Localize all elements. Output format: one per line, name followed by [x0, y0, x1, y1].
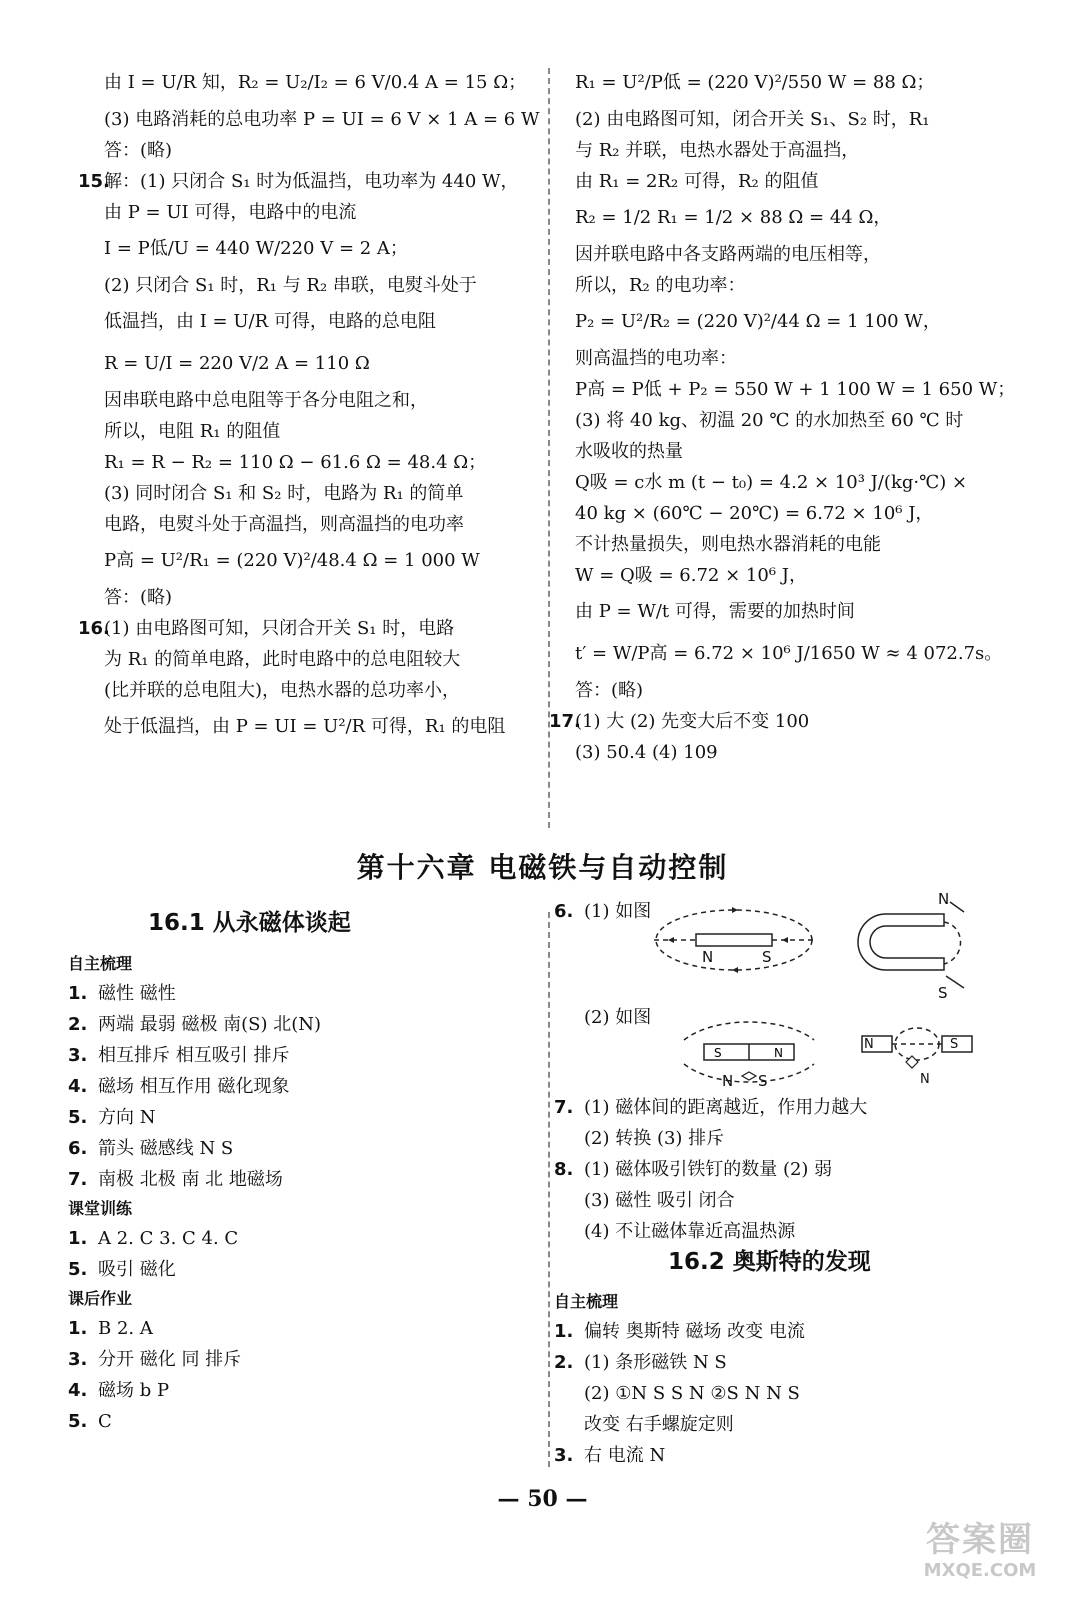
solution-line	[575, 239, 975, 270]
svg-text:S: S	[714, 1046, 722, 1060]
item-number: 5.	[68, 1259, 88, 1280]
solution-line	[575, 166, 975, 197]
solution-line	[575, 197, 975, 239]
item-answer: 改变 右手螺旋定则	[584, 1414, 734, 1435]
solution-text: 解：(1) 只闭合 S₁ 时为低温挡，电功率为 440 W，	[104, 171, 519, 192]
solution-text: (2) 只闭合 S₁ 时，R₁ 与 R₂ 串联，电熨斗处于	[104, 275, 477, 296]
item-answer: (2) ①N S S N ②S N N S	[584, 1383, 800, 1404]
solution-text: R = U/I = 220 V/2 A = 110 Ω	[104, 353, 370, 374]
item-number: 2.	[68, 1014, 88, 1035]
item-answer: (1) 条形磁铁 N S	[584, 1352, 727, 1373]
attract-n-label: N	[864, 1037, 874, 1052]
solution-line	[104, 104, 540, 135]
column-divider-lower	[548, 912, 550, 1467]
sec2-items	[554, 1316, 1034, 1471]
answer-item	[68, 1102, 528, 1133]
solution-line	[104, 706, 524, 748]
page-number: — 50 —	[497, 1486, 588, 1512]
question-number: 15.	[78, 171, 110, 192]
solution-line	[104, 644, 524, 675]
solution-text: 答：(略)	[104, 140, 173, 161]
sec2-subheading: 自主梳理	[554, 1292, 619, 1311]
solution-text: 40 kg × (60℃ − 20℃) = 6.72 × 10⁶ J，	[575, 503, 934, 524]
solution-text: 与 R₂ 并联，电热水器处于高温挡，	[575, 140, 860, 161]
right-column-solutions	[549, 62, 1016, 768]
solution-text: P₂ = U²/R₂ = (220 V)²/44 Ω = 1 100 W，	[575, 311, 941, 332]
bar-magnet-s-label: S	[762, 948, 772, 966]
question-number: 16.	[78, 618, 110, 639]
item-answer: 偏转 奥斯特 磁场 改变 电流	[584, 1321, 805, 1342]
item-answer: 相互排斥 相互吸引 排斥	[98, 1045, 290, 1066]
subsection-heading: 课堂训练	[68, 1199, 133, 1218]
section-16-1-answers	[68, 950, 528, 1437]
item-answer: 磁性 磁性	[98, 983, 176, 1004]
question-number: 6.	[554, 901, 574, 922]
svg-text:N: N	[774, 1046, 783, 1060]
solution-text: (1) 大 (2) 先变大后不变 100	[575, 711, 810, 732]
item-number: 2.	[554, 1352, 574, 1373]
item-number: 3.	[68, 1349, 88, 1370]
q6-part-1-label: (1) 如图	[584, 901, 652, 922]
solution-text: 因串联电路中总电阻等于各分电阻之和，	[104, 390, 428, 411]
solution-text: (2) 由电路图可知，闭合开关 S₁、S₂ 时，R₁	[575, 109, 930, 130]
solution-line	[104, 509, 524, 540]
solution-line	[549, 706, 975, 737]
item-answer: 箭头 磁感线 N S	[98, 1138, 234, 1159]
solution-line	[575, 374, 1016, 405]
item-answer: (1) 磁体间的距离越近，作用力越大	[584, 1097, 868, 1118]
item-answer: 方向 N	[98, 1107, 156, 1128]
solution-text: 所以，电阻 R₁ 的阻值	[104, 421, 281, 442]
item-number: 3.	[68, 1045, 88, 1066]
item-number: 4.	[68, 1076, 88, 1097]
solution-line	[575, 135, 975, 166]
solution-text: 由 R₁ = 2R₂ 可得，R₂ 的阻值	[575, 171, 819, 192]
item-number: 1.	[68, 1318, 88, 1339]
solution-text: R₁ = U²/P低 = (220 V)²/550 W = 88 Ω；	[575, 72, 935, 93]
watermark-cn: 答案圈	[926, 1520, 1034, 1560]
solution-line	[575, 737, 975, 768]
item-answer: (1) 磁体吸引铁钉的数量 (2) 弱	[584, 1159, 833, 1180]
answer-item	[68, 1406, 528, 1437]
item-number: 4.	[68, 1380, 88, 1401]
solution-line	[104, 270, 524, 301]
item-number: 6.	[68, 1138, 88, 1159]
solution-line	[104, 675, 524, 706]
solution-line	[575, 675, 975, 706]
answer-item	[554, 1185, 1034, 1216]
item-number: 7.	[554, 1097, 574, 1118]
solution-line	[104, 343, 524, 385]
item-answer: 吸引 磁化	[98, 1259, 176, 1280]
answer-item	[554, 1316, 1034, 1347]
answer-item	[554, 1440, 1034, 1471]
solution-line	[104, 416, 524, 447]
solution-line	[575, 467, 975, 498]
solution-text: 由 P = UI 可得，电路中的电流	[104, 202, 357, 223]
item-number: 5.	[68, 1107, 88, 1128]
item-answer: B 2. A	[98, 1318, 153, 1339]
solution-text: 电路，电熨斗处于高温挡，则高温挡的电功率	[104, 514, 464, 535]
two-magnets-s-label: S	[758, 1072, 768, 1090]
solution-text: (1) 由电路图可知，只闭合开关 S₁ 时，电路	[104, 618, 455, 639]
item-number: 1.	[554, 1321, 574, 1342]
item-answer: 磁场 相互作用 磁化现象	[98, 1076, 290, 1097]
item-answer: 分开 磁化 同 排斥	[98, 1349, 242, 1370]
solution-line	[575, 104, 975, 135]
answer-item	[554, 1154, 1034, 1185]
answer-item	[554, 1347, 1034, 1378]
question-number: 17.	[549, 711, 581, 732]
answer-item	[68, 1254, 528, 1285]
solution-text: 低温挡，由 I = U/R 可得，电路的总电阻	[104, 311, 436, 332]
item-answer: C	[98, 1411, 112, 1432]
solution-text: (3) 同时闭合 S₁ 和 S₂ 时，电路为 R₁ 的简单	[104, 483, 464, 504]
solution-text: 所以，R₂ 的电功率：	[575, 275, 746, 296]
solution-line	[104, 135, 524, 166]
solution-text: 不计热量损失，则电热水器消耗的电能	[575, 534, 881, 555]
answer-item	[68, 1344, 528, 1375]
subsection-heading: 课后作业	[68, 1289, 133, 1308]
solution-text: 水吸收的热量	[575, 441, 683, 462]
solution-text: 由 I = U/R 知，R₂ = U₂/I₂ = 6 V/0.4 A = 15 Ω；	[104, 72, 527, 93]
answer-item	[554, 1378, 1034, 1409]
solution-line	[78, 166, 524, 197]
answer-item	[554, 1123, 1034, 1154]
answer-item	[68, 1133, 528, 1164]
item-answer: 两端 最弱 磁极 南(S) 北(N)	[98, 1014, 322, 1035]
solution-line	[575, 591, 975, 633]
item-answer: (3) 磁性 吸引 闭合	[584, 1190, 735, 1211]
solution-line	[575, 498, 975, 529]
q7-q8-answers	[554, 1092, 1034, 1247]
u-magnet-n-label: N	[938, 890, 950, 908]
item-answer: 磁场 b P	[98, 1380, 170, 1401]
item-answer: 右 电流 N	[584, 1445, 666, 1466]
answer-item	[68, 1040, 528, 1071]
solution-text: 由 P = W/t 可得，需要的加热时间	[575, 601, 855, 622]
u-magnet-field-figure	[846, 896, 986, 996]
solution-text: P高 = P低 + P₂ = 550 W + 1 100 W = 1 650 W；	[575, 379, 1016, 400]
solution-text: 处于低温挡，由 P = UI = U²/R 可得，R₁ 的电阻	[104, 716, 506, 737]
answer-item	[68, 1009, 528, 1040]
solution-text: t′ = W/P高 = 6.72 × 10⁶ J/1650 W ≈ 4 072.7s。	[575, 643, 1003, 664]
solution-text: P高 = U²/R₁ = (220 V)²/48.4 Ω = 1 000 W	[104, 550, 480, 571]
solution-line	[104, 478, 524, 509]
solution-text: (3) 50.4 (4) 109	[575, 742, 718, 763]
subsection-heading: 自主梳理	[68, 954, 133, 973]
solution-line	[78, 613, 524, 644]
u-magnet-s-label: S	[938, 984, 948, 1002]
item-answer: 南极 北极 南 北 地磁场	[98, 1169, 283, 1190]
item-answer: A 2. C 3. C 4. C	[98, 1228, 239, 1249]
solution-text: Q吸 = c水 m (t − t₀) = 4.2 × 10³ J/(kg·℃) ×	[575, 472, 968, 493]
solution-text: (3) 电路消耗的总电功率 P = UI = 6 V × 1 A = 6 W	[104, 109, 540, 130]
answer-item	[68, 1375, 528, 1406]
solution-line	[104, 228, 524, 270]
answer-item	[554, 1092, 1034, 1123]
watermark-en: MXQE.COM	[923, 1560, 1037, 1581]
solution-text: 答：(略)	[104, 587, 173, 608]
answer-item	[68, 1223, 528, 1254]
answer-item	[68, 1164, 528, 1195]
questions-6-to-8	[554, 890, 1034, 1242]
solution-line	[575, 560, 975, 591]
solution-line	[575, 529, 975, 560]
solution-line	[104, 197, 524, 228]
solution-text: 因并联电路中各支路两端的电压相等，	[575, 244, 881, 265]
bar-magnet-field-figure	[654, 904, 814, 976]
solution-line	[104, 447, 524, 478]
item-number: 8.	[554, 1159, 574, 1180]
solution-line	[104, 62, 527, 104]
item-number: 7.	[68, 1169, 88, 1190]
bar-magnet-n-label: N	[702, 948, 714, 966]
solution-text: I = P低/U = 440 W/220 V = 2 A；	[104, 238, 408, 259]
item-number: 1.	[68, 1228, 88, 1249]
two-magnets-n-label: N	[722, 1072, 734, 1090]
solution-text: W = Q吸 = 6.72 × 10⁶ J，	[575, 565, 807, 586]
solution-line	[575, 405, 975, 436]
attract-s-label: S	[950, 1037, 959, 1052]
watermark-logo	[905, 1520, 1055, 1590]
attract-compass-n-label: N	[920, 1072, 930, 1087]
solution-line	[575, 62, 975, 104]
item-number: 1.	[68, 983, 88, 1004]
two-bar-magnets-repel-figure	[674, 1012, 824, 1092]
section-16-2-answers	[554, 1288, 1034, 1471]
answer-item	[68, 978, 528, 1009]
item-answer: (4) 不让磁体靠近高温热源	[584, 1221, 796, 1242]
solution-text: R₁ = R − R₂ = 110 Ω − 61.6 Ω = 48.4 Ω；	[104, 452, 487, 473]
answer-item	[554, 1409, 1034, 1440]
item-answer: (2) 转换 (3) 排斥	[584, 1128, 725, 1149]
solution-line	[575, 633, 1003, 675]
left-column-solutions	[78, 62, 540, 748]
solution-text: (3) 将 40 kg、初温 20 ℃ 的水加热至 60 ℃ 时	[575, 410, 964, 431]
solution-line	[575, 270, 975, 301]
solution-line	[575, 301, 975, 343]
solution-text: 则高温挡的电功率：	[575, 348, 737, 369]
item-number: 5.	[68, 1411, 88, 1432]
answer-item	[68, 1071, 528, 1102]
section-title-16-2: 16.2 奥斯特的发现	[668, 1249, 871, 1275]
solution-text: R₂ = 1/2 R₁ = 1/2 × 88 Ω = 44 Ω，	[575, 207, 892, 228]
solution-text: (比并联的总电阻大)，电热水器的总功率小，	[104, 680, 461, 701]
solution-text: 答：(略)	[575, 680, 644, 701]
solution-line	[575, 436, 975, 467]
solution-line	[104, 301, 524, 343]
q6-part-2-label: (2) 如图	[584, 1007, 652, 1028]
solution-line	[575, 343, 975, 374]
solution-line	[104, 582, 524, 613]
chapter-title: 第十六章 电磁铁与自动控制	[356, 851, 729, 884]
solution-text: 为 R₁ 的简单电路，此时电路中的总电阻较大	[104, 649, 461, 670]
item-number: 3.	[554, 1445, 574, 1466]
section-title-16-1: 16.1 从永磁体谈起	[148, 910, 351, 936]
solution-line	[104, 385, 524, 416]
answer-item	[68, 1313, 528, 1344]
solution-line	[104, 540, 524, 582]
